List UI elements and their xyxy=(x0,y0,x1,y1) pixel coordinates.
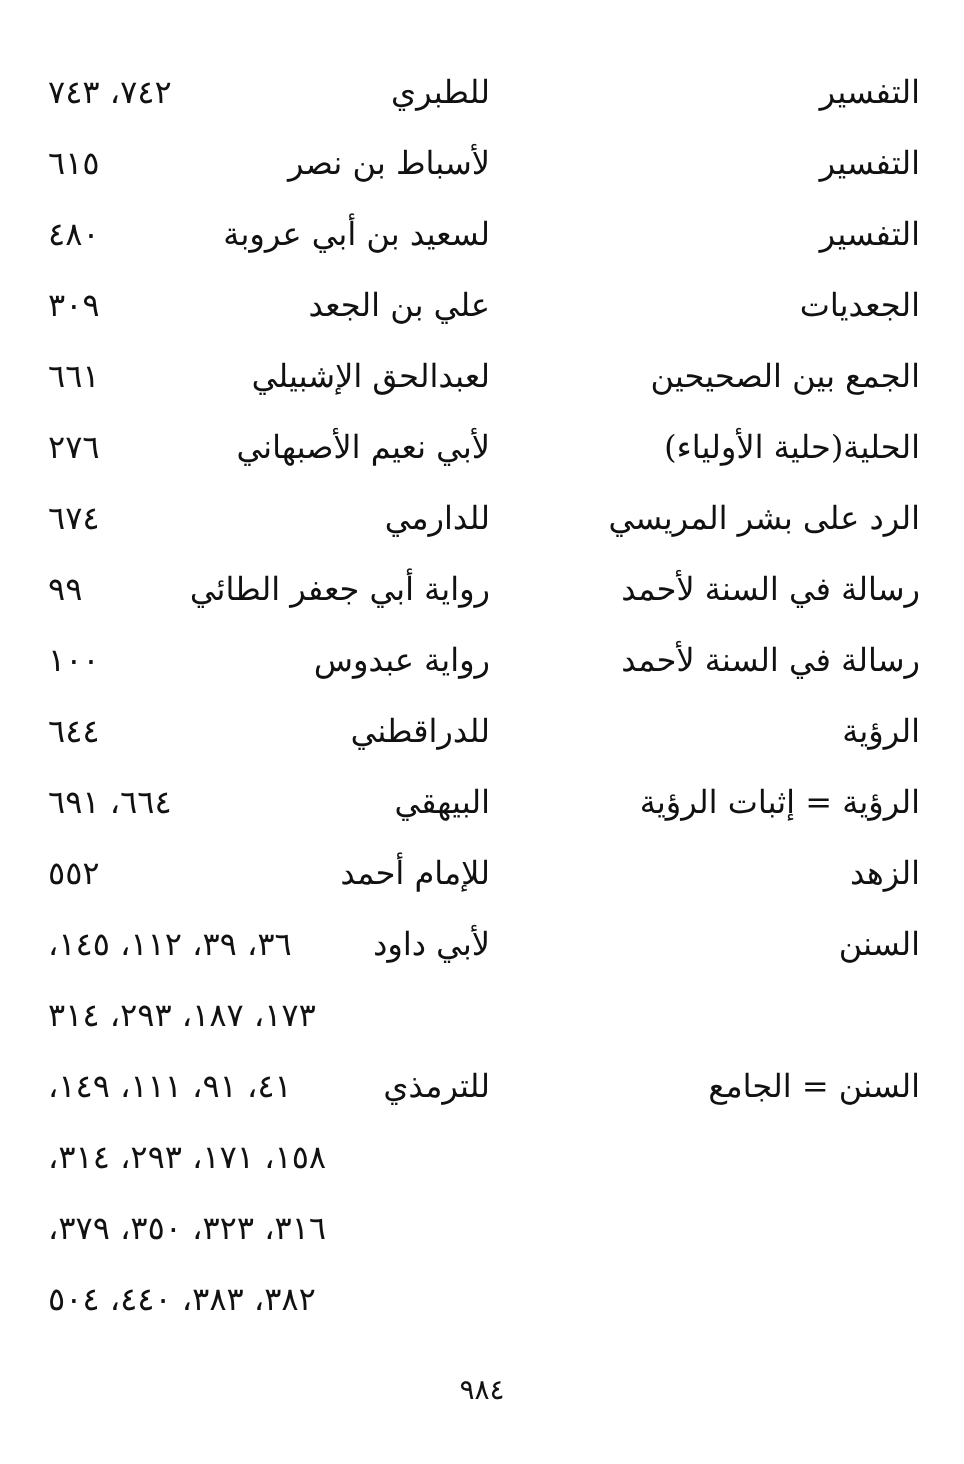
index-entry xyxy=(40,914,920,974)
book-title: السنن = الجامع xyxy=(708,1067,920,1105)
page-references: ٦١٥ xyxy=(48,144,100,182)
page-references: ٣٠٩ xyxy=(48,286,100,324)
book-author: رواية أبي جعفر الطائي xyxy=(189,570,490,608)
book-author: لأبي نعيم الأصبهاني xyxy=(236,428,490,466)
index-entry xyxy=(40,133,920,193)
book-author: رواية عبدوس xyxy=(313,641,490,679)
index-entry xyxy=(40,772,920,832)
index-entry xyxy=(40,417,920,477)
page-references: ٣١٦، ٣٢٣، ٣٥٠، ٣٧٩، xyxy=(48,1209,327,1247)
book-author: للطبري xyxy=(391,73,490,111)
page-references: ٣٨٢، ٣٨٣، ٤٤٠، ٥٠٤ xyxy=(48,1280,316,1318)
index-entry xyxy=(40,1056,920,1116)
book-title: الزهد xyxy=(850,854,920,892)
page-references: ٩٩ xyxy=(48,570,83,608)
index-entry-continuation xyxy=(40,1127,920,1187)
index-entry-continuation xyxy=(40,1198,920,1258)
page-references: ٦٤٤ xyxy=(48,712,100,750)
page-references: ١٠٠ xyxy=(48,641,100,679)
book-author: علي بن الجعد xyxy=(308,286,490,324)
page-references: ٦٧٤ xyxy=(48,499,100,537)
page-references: ٥٥٢ xyxy=(48,854,100,892)
book-title: رسالة في السنة لأحمد xyxy=(621,641,920,679)
book-title: التفسير xyxy=(819,144,920,182)
index-entry xyxy=(40,204,920,264)
book-title: الرد على بشر المريسي xyxy=(608,499,920,537)
page-references: ٤١، ٩١، ١١١، ١٤٩، xyxy=(48,1067,292,1105)
book-title: الرؤية = إثبات الرؤية xyxy=(639,783,920,821)
index-entry xyxy=(40,843,920,903)
book-author: للدارمي xyxy=(384,499,490,537)
book-author: لعبدالحق الإشبيلي xyxy=(251,357,490,395)
book-title: الجعديات xyxy=(799,286,920,324)
book-title: التفسير xyxy=(819,73,920,111)
book-author: لأبي داود xyxy=(373,925,490,963)
page-references: ٦٦٤، ٦٩١ xyxy=(48,783,172,821)
index-entry xyxy=(40,701,920,761)
book-author: للإمام أحمد xyxy=(340,854,490,892)
book-author: البيهقي xyxy=(394,783,490,821)
page-references: ٧٤٢، ٧٤٣ xyxy=(48,73,172,111)
index-entry xyxy=(40,630,920,690)
index-entry-continuation xyxy=(40,1269,920,1329)
book-title: التفسير xyxy=(819,215,920,253)
index-entry-continuation xyxy=(40,985,920,1045)
book-title: الجمع بين الصحيحين xyxy=(650,357,920,395)
index-entry xyxy=(40,559,920,619)
book-title: رسالة في السنة لأحمد xyxy=(621,570,920,608)
book-author: للترمذي xyxy=(383,1067,490,1105)
index-entry xyxy=(40,346,920,406)
book-author: لسعيد بن أبي عروبة xyxy=(223,215,490,253)
page-number: ٩٨٤ xyxy=(459,1373,505,1406)
page-references: ٤٨٠ xyxy=(48,215,100,253)
book-author: للدراقطني xyxy=(350,712,490,750)
book-title: الرؤية xyxy=(842,712,920,750)
index-entry xyxy=(40,62,920,122)
page-references: ٢٧٦ xyxy=(48,428,100,466)
book-title: السنن xyxy=(838,925,920,963)
page-references: ٦٦١ xyxy=(48,357,100,395)
index-entry xyxy=(40,488,920,548)
index-entry xyxy=(40,275,920,335)
page-references: ١٥٨، ١٧١، ٢٩٣، ٣١٤، xyxy=(48,1138,327,1176)
page-references: ٣٦، ٣٩، ١١٢، ١٤٥، xyxy=(48,925,292,963)
book-title: الحلية(حلية الأولياء) xyxy=(664,428,920,466)
page-references: ١٧٣، ١٨٧، ٢٩٣، ٣١٤ xyxy=(48,996,316,1034)
book-author: لأسباط بن نصر xyxy=(288,144,490,182)
